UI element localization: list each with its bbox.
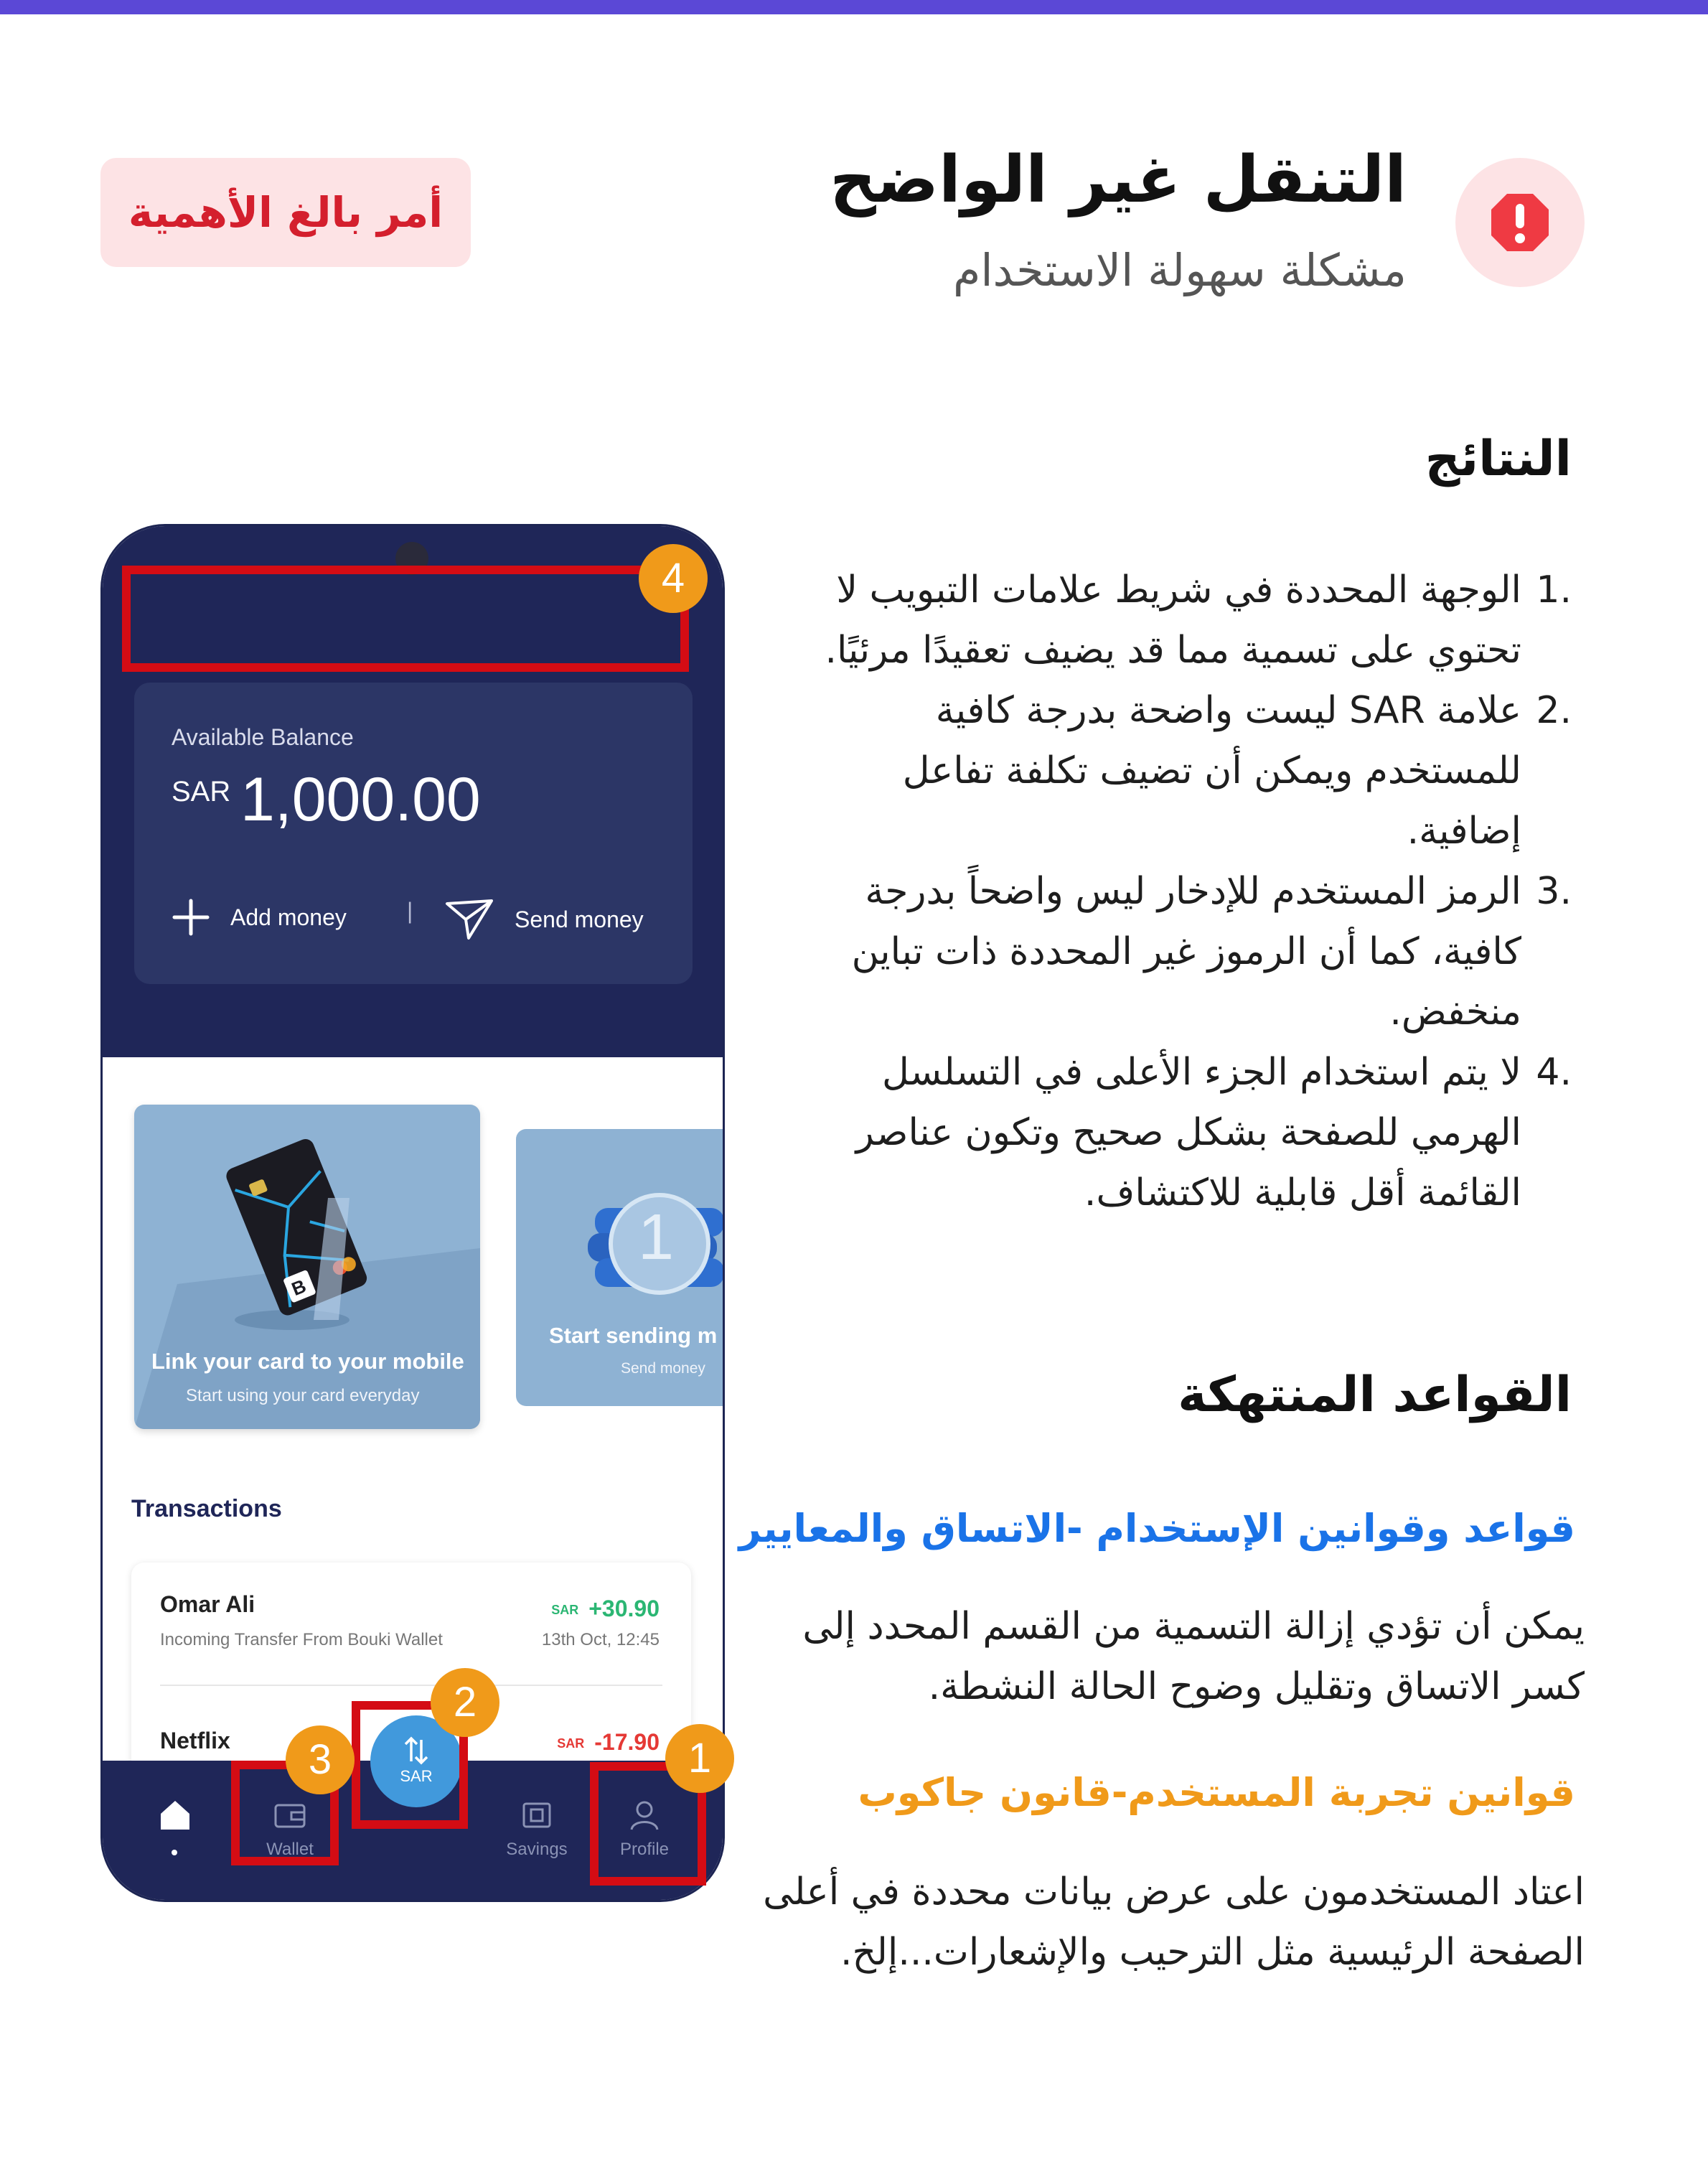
marker-4: 4 (639, 544, 708, 613)
tab-home[interactable] (128, 1797, 222, 1840)
phone-mockup (100, 524, 725, 1902)
finding-item (804, 560, 1572, 680)
marker-1: 1 (665, 1724, 734, 1793)
promo2-subtitle: Send money (621, 1360, 705, 1377)
plus-icon (172, 898, 210, 937)
tab-profile-label: Profile (619, 1840, 670, 1859)
transactions-heading: Transactions (131, 1495, 282, 1522)
highlight-box-4 (122, 566, 689, 672)
tx-amount-value: -17.90 (594, 1729, 660, 1755)
svg-text:B: B (288, 1275, 309, 1301)
send-money-button[interactable] (444, 898, 644, 941)
finding-item (804, 861, 1572, 1042)
finding-number: .3 (1536, 870, 1572, 913)
marker-3: 3 (286, 1725, 355, 1794)
active-tab-dot (172, 1850, 177, 1855)
add-money-label: Add money (230, 904, 347, 930)
finding-text: علامة SAR ليست واضحة بدرجة كافية للمستخدم ويمكن أن تضيف تكلفة تفاعل إضافية. (902, 689, 1521, 853)
rule1-body: يمكن أن تؤدي إزالة التسمية من القسم المحدد إلى كسر الاتساق وتقليل وضوح الحالة النشطة. (802, 1605, 1585, 1708)
send-icon (444, 898, 494, 941)
tab-wallet-label: Wallet (266, 1840, 314, 1859)
tx-amount (557, 1729, 660, 1756)
promo2-title: Start sending m (549, 1323, 718, 1348)
finding-number: .1 (1536, 568, 1572, 612)
tx-desc: Incoming Transfer From Bouki Wallet (160, 1630, 443, 1649)
marker-2: 2 (431, 1668, 499, 1737)
promo2-step-badge: 1 (638, 1202, 675, 1273)
promo-card-send-money[interactable] (516, 1129, 725, 1406)
balance-amount: 1,000.00 (240, 765, 481, 834)
tx-currency: SAR (551, 1603, 579, 1618)
tx-amount (551, 1596, 660, 1622)
alert-icon (1455, 158, 1585, 287)
rule2-title: قوانين تجربة المستخدم-قانون جاكوب (858, 1770, 1575, 1815)
tx-divider (160, 1685, 662, 1686)
rule2-body: اعتاد المستخدمون على عرض بيانات محددة في أعلى الصفحة الرئيسية مثل الترحيب والإشعارات...إلخ. (763, 1870, 1585, 1974)
severity-badge (100, 158, 471, 267)
severity-badge-label: أمر بالغ الأهمية (128, 188, 444, 237)
finding-text: الرمز المستخدم للإدخار ليس واضحاً بدرجة كافية، كما أن الرموز غير المحددة ذات تباين منخفض. (851, 870, 1521, 1034)
balance-currency: SAR (172, 776, 231, 807)
finding-number: .2 (1536, 689, 1572, 732)
promo1-title: Link your card to your mobile (151, 1349, 464, 1374)
top-accent-bar (0, 0, 1708, 14)
add-money-button[interactable] (172, 898, 347, 937)
tab-savings-label: Savings (506, 1840, 568, 1859)
action-divider: | (407, 898, 413, 924)
finding-item (804, 680, 1572, 861)
promo1-subtitle: Start using your card everyday (186, 1386, 420, 1405)
tx-time: 13th Oct, 12:45 (541, 1630, 660, 1649)
fab-label: SAR (400, 1767, 433, 1785)
results-heading: النتائج (1425, 431, 1572, 487)
balance-label: Available Balance (172, 724, 354, 750)
finding-text: الوجهة المحددة في شريط علامات التبويب لا تحتوي على تسمية مما قد يضيف تعقيدًا مرئيًا. (825, 568, 1521, 672)
home-icon (128, 1797, 222, 1834)
violated-rules-heading: القواعد المنتهكة (1178, 1367, 1572, 1423)
page-title: التنقل غير الواضح (830, 142, 1407, 217)
tx-currency: SAR (557, 1736, 585, 1751)
rule1-title: قواعد وقوانين الإستخدام -الاتساق والمعايير (738, 1506, 1575, 1551)
page-subtitle: مشكلة سهولة الاستخدام (952, 244, 1407, 296)
findings-list (804, 560, 1572, 1223)
balance-card (134, 683, 693, 984)
finding-text: لا يتم استخدام الجزء الأعلى في التسلسل الهرمي للصفحة بشكل صحيح وتكون عناصر القائمة أقل قابلية للاكتشاف. (855, 1051, 1521, 1214)
finding-number: .4 (1536, 1051, 1572, 1094)
finding-item (804, 1042, 1572, 1223)
card-illustration (134, 1105, 480, 1429)
savings-icon (490, 1797, 583, 1834)
tx-name: Netflix (160, 1728, 230, 1753)
tab-savings[interactable] (490, 1797, 583, 1860)
tx-amount-value: +30.90 (588, 1596, 660, 1621)
tx-name: Omar Ali (160, 1591, 255, 1617)
promo-card-link-card[interactable] (134, 1105, 480, 1429)
send-money-label: Send money (515, 906, 644, 932)
